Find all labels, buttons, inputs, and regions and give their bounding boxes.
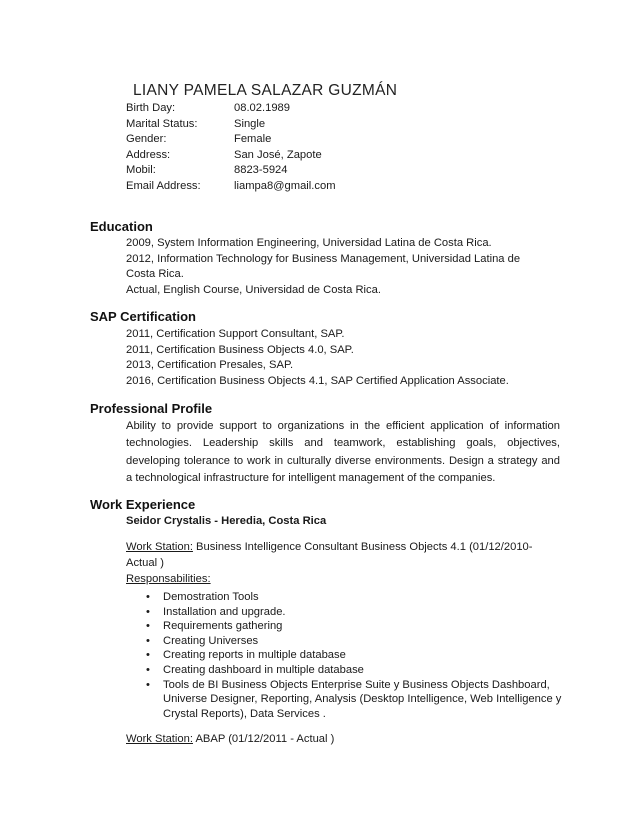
list-item-text: Tools de BI Business Objects Enterprise Suite y Business Objects Dashboard, Universe Designer, Reporting, Analysis (Desktop Intelligence, Web Intelligence y Crystal Reports), Data Services . xyxy=(163,678,562,720)
list-item xyxy=(146,634,566,649)
bullet-icon: • xyxy=(146,649,150,662)
list-item-text: Requirements gathering xyxy=(163,620,283,633)
education-line: 2009, System Information Engineering, Universidad Latina de Costa Rica. xyxy=(126,237,492,249)
education-line: Costa Rica. xyxy=(126,268,184,281)
info-row xyxy=(126,132,336,148)
info-row xyxy=(126,179,336,195)
work-station-label: Work Station: xyxy=(126,733,193,745)
education-line: 2012, Information Technology for Business Management, Universidad Latina de xyxy=(126,252,521,265)
info-label: Address: xyxy=(126,148,171,161)
sap-line: 2016, Certification Business Objects 4.1, SAP Certified Application Associate. xyxy=(126,374,509,387)
info-value: Single xyxy=(234,117,266,130)
bullet-icon: • xyxy=(146,678,150,691)
info-row xyxy=(126,163,336,179)
list-item xyxy=(146,605,566,620)
profile-heading: Professional Profile xyxy=(90,401,213,416)
work-station-value: ABAP (01/12/2011 - Actual ) xyxy=(192,733,335,745)
sap-heading: SAP Certification xyxy=(90,309,196,324)
list-item xyxy=(146,619,566,634)
bullet-icon: • xyxy=(146,605,150,618)
responsibilities-label-text: Responsabilities: xyxy=(126,573,211,585)
work-station-value: Business Intelligence Consultant Business Objects 4.1 (01/12/2010- Actual ) xyxy=(126,541,533,569)
education-list xyxy=(126,236,520,298)
responsibilities-list xyxy=(146,590,566,721)
sap-line: 2013, Certification Presales, SAP. xyxy=(126,359,294,372)
list-item-text: Installation and upgrade. xyxy=(163,605,286,618)
list-item-text: Demostration Tools xyxy=(163,591,259,603)
list-item xyxy=(146,648,566,663)
work-station-secondary xyxy=(126,732,556,748)
list-item-text: Creating dashboard in multiple database xyxy=(163,663,364,676)
info-label: Marital Status: xyxy=(126,117,198,130)
info-row xyxy=(126,101,336,117)
list-item-text: Creating Universes xyxy=(163,634,259,647)
work-station-primary xyxy=(126,540,556,571)
info-value: San José, Zapote xyxy=(234,148,322,161)
bullet-icon: • xyxy=(146,620,150,633)
bullet-icon: • xyxy=(146,634,150,647)
info-label: Birth Day: xyxy=(126,102,176,114)
responsibilities-label xyxy=(126,572,556,588)
bullet-icon: • xyxy=(146,663,150,676)
bullet-icon: • xyxy=(146,591,150,603)
education-heading: Education xyxy=(90,219,153,234)
info-label: Gender: xyxy=(126,133,167,146)
info-value: 08.02.1989 xyxy=(234,102,290,114)
sap-list xyxy=(126,327,509,389)
sap-line: 2011, Certification Business Objects 4.0, SAP. xyxy=(126,343,354,356)
info-row xyxy=(126,148,336,164)
info-value: liampa8@gmail.com xyxy=(234,179,336,192)
work-station-label: Work Station: xyxy=(126,541,193,553)
list-item xyxy=(146,663,566,678)
list-item-text: Creating reports in multiple database xyxy=(163,649,346,662)
candidate-name: LIANY PAMELA SALAZAR GUZMÁN xyxy=(133,82,398,99)
work-heading: Work Experience xyxy=(90,497,196,512)
info-value: 8823-5924 xyxy=(234,164,288,177)
sap-line: 2011, Certification Support Consultant, SAP. xyxy=(126,328,345,340)
info-label: Email Address: xyxy=(126,179,201,192)
company-name: Seidor Crystalis - Heredia, Costa Rica xyxy=(126,515,327,527)
list-item xyxy=(146,590,566,605)
education-line: Actual, English Course, Universidad de Costa Rica. xyxy=(126,283,381,296)
list-item xyxy=(146,678,566,722)
info-label: Mobil: xyxy=(126,164,156,177)
personal-info xyxy=(126,101,336,195)
profile-text: Ability to provide support to organizations in the efficient application of information technologies. Leadership skills and teamwork, establishing goals, objectives, developing tolerance to work in culturally diverse environments. Design a strategy and a technological infrastructure for intelligent management of the companies. xyxy=(126,420,560,485)
info-value: Female xyxy=(234,133,272,146)
info-row xyxy=(126,117,336,133)
